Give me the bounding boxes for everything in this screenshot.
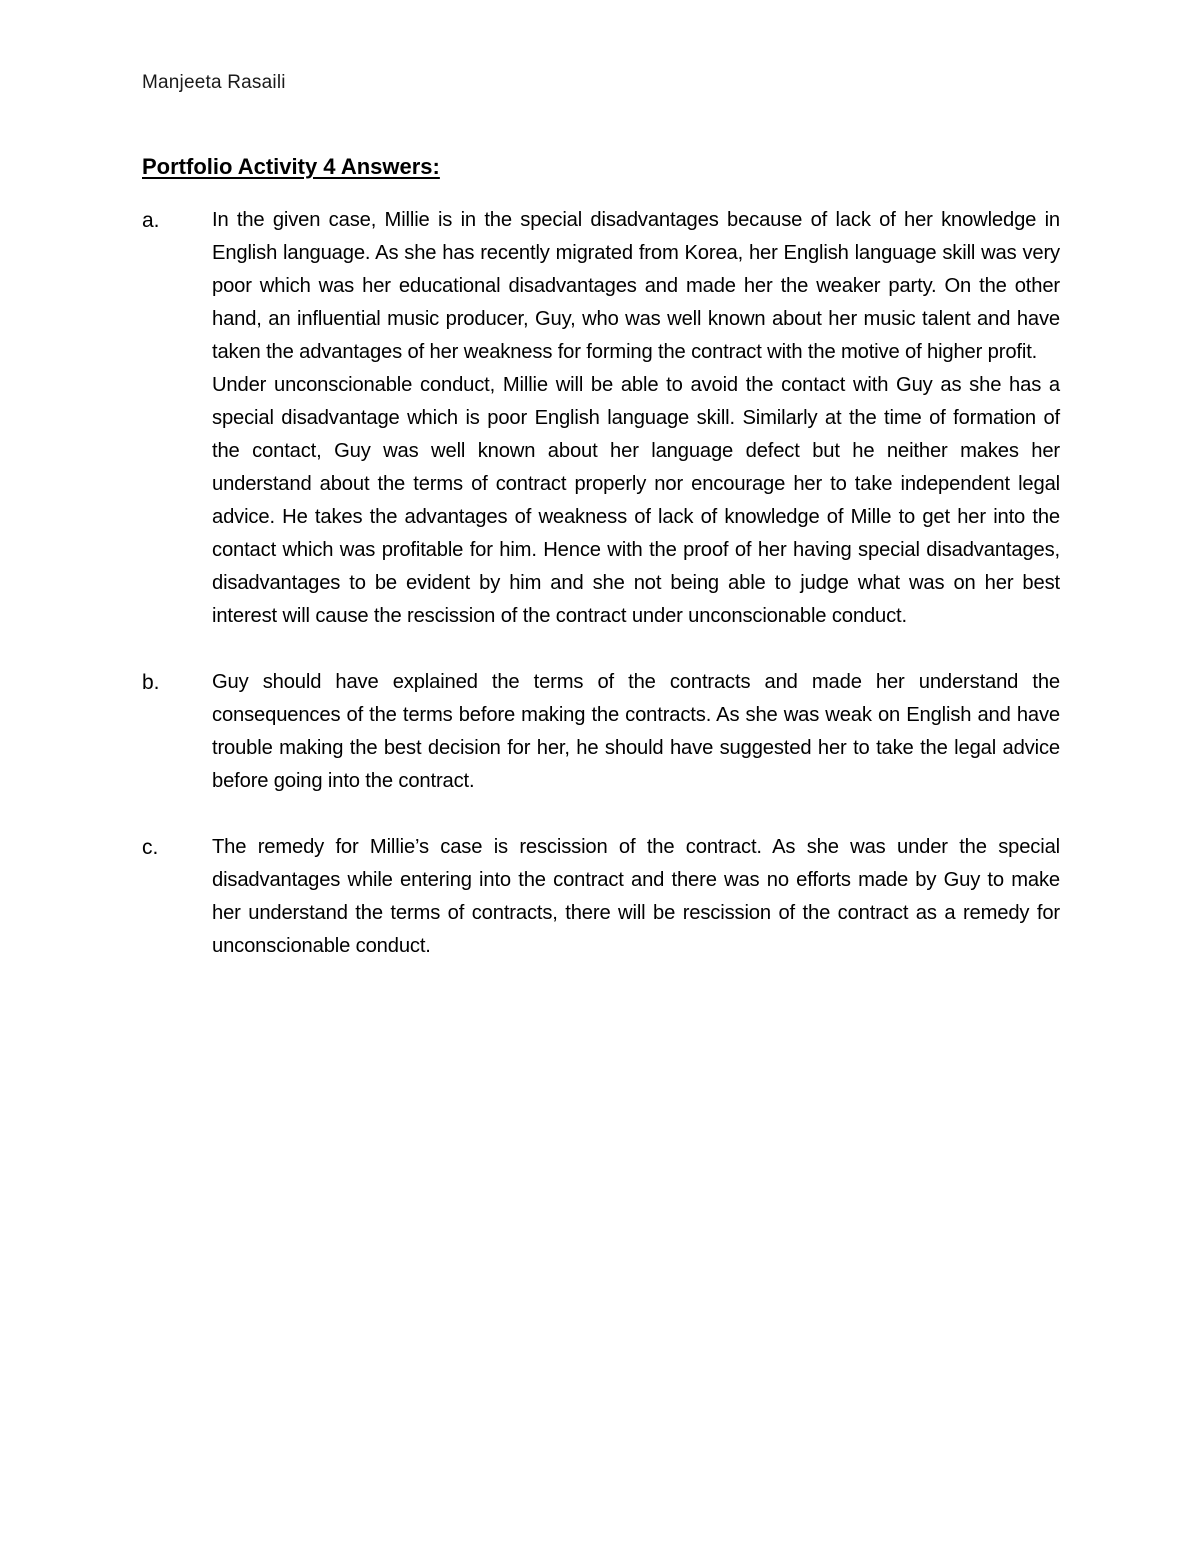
answers-list [142,204,1060,996]
answer-a-paragraph-2: Under unconscionable conduct, Millie will be able to avoid the contact with Guy as she has a special disadvantage which is poor English language skill. Similarly at the time of formation of the contact, Guy was well known about her language defect but he neither makes her understand about the terms of contract properly nor encourage her to take independent legal advice. He takes the advantages of weakness of lack of knowledge of Mille to get her into the contact which was profitable for him. Hence with the proof of her having special disadvantages, disadvantages to be evident by him and she not being able to judge what was on her best interest will cause the rescission of the contract under unconscionable conduct. [212,374,1060,627]
answer-b-paragraph-1: Guy should have explained the terms of the contracts and made her understand the consequences of the terms before making the contracts. As she was weak on English and have trouble making the best decision for her, he should have suggested her to take the legal advice before going into the contract. [212,671,1060,792]
list-marker: a. [142,209,160,232]
answer-c [142,831,1060,963]
list-marker: c. [142,836,159,859]
answer-b [142,666,1060,798]
page-title: Portfolio Activity 4 Answers: [142,154,440,179]
list-marker: b. [142,671,160,694]
answer-a-paragraph-1: In the given case, Millie is in the special disadvantages because of lack of her knowledge in English language. As she has recently migrated from Korea, her English language skill was very poor which was her educational disadvantages and made her the weaker party. On the other hand, an influential music producer, Guy, who was well known about her music talent and have taken the advantages of her weakness for forming the contract with the motive of higher profit. [212,209,1060,363]
author-name: Manjeeta Rasaili [142,72,286,93]
answer-a [142,204,1060,633]
answer-c-paragraph-1: The remedy for Millie’s case is rescission of the contract. As she was under the special disadvantages while entering into the contract and there was no efforts made by Guy to make her understand the terms of contracts, there will be rescission of the contract as a remedy for unconscionable conduct. [212,836,1060,957]
